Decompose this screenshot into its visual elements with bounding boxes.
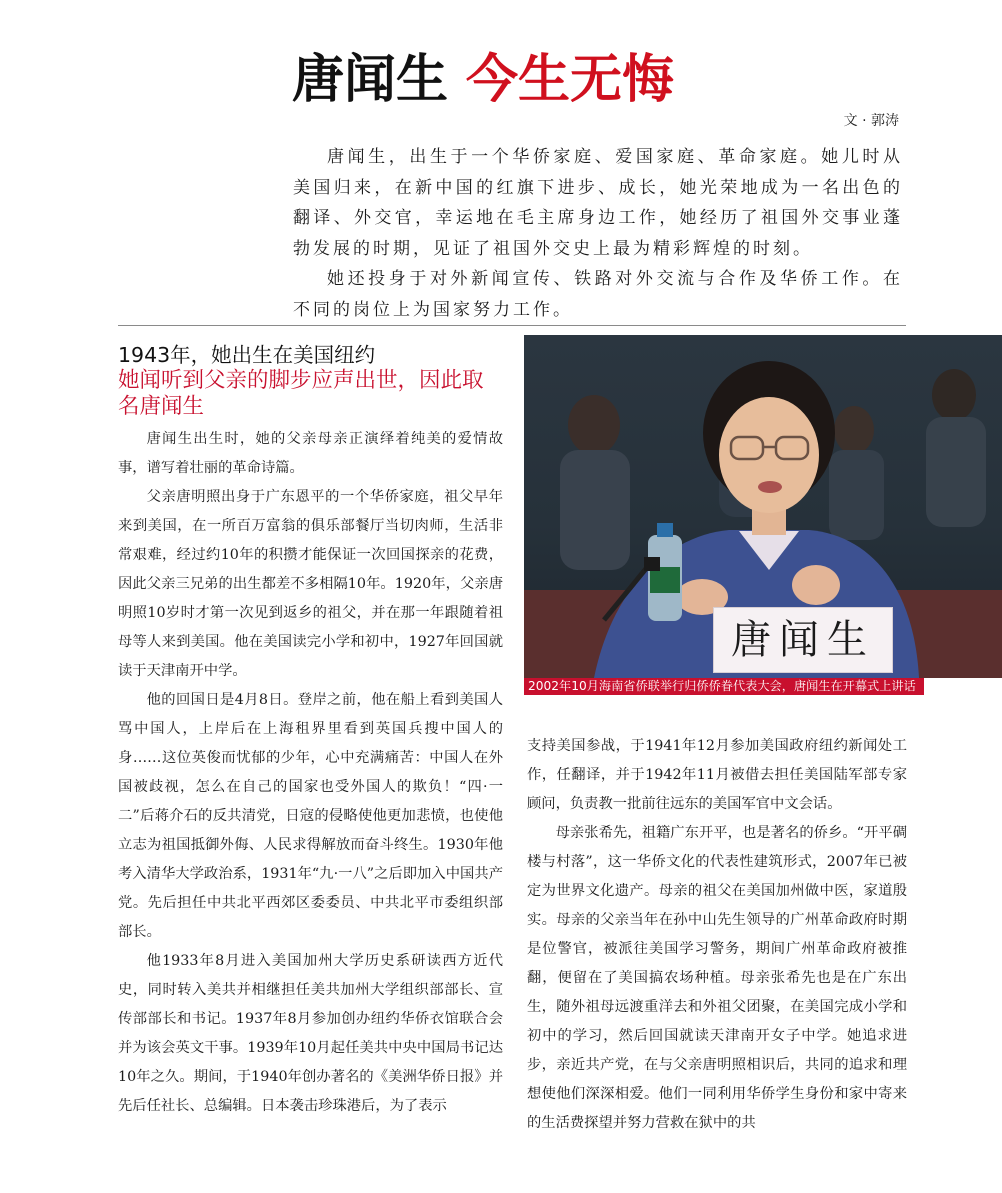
speaker-photo xyxy=(524,335,1002,678)
divider xyxy=(118,325,906,326)
body-paragraph: 他1933年8月进入美国加州大学历史系研读西方近代史，同时转入美共并相继担任美共加州大学组织部部长、宣传部部长和书记。1937年8月参加创办纽约华侨衣馆联合会并为该会英文干事。1939年10月起任美共中央中国局书记达10年之久。期间，于1940年创办著名的《美洲华侨日报》并先后任社长、总编辑。日本袭击珍珠港后，为了表示 xyxy=(118,953,503,1114)
left-column xyxy=(118,343,503,1121)
nameplate: 唐闻生 xyxy=(713,607,893,673)
left-body xyxy=(118,425,503,1121)
byline: 文 · 郭涛 xyxy=(843,113,899,129)
title-slogan: 今生无悔 xyxy=(466,50,675,110)
right-column xyxy=(527,732,907,1138)
intro-block xyxy=(293,142,903,325)
article-title xyxy=(292,44,792,116)
body-paragraph: 支持美国参战，于1941年12月参加美国政府纽约新闻处工作，任翻译，并于1942年11月被借去担任美国陆军部专家顾问，负责教一批前往远东的美国军官中文会话。 xyxy=(527,738,907,812)
body-paragraph: 他的回国日是4月8日。登岸之前，他在船上看到美国人骂中国人，上岸后在上海租界里看到英国兵搜中国人的身……这位英俊而忧郁的少年，心中充满痛苦：中国人在外国被歧视，怎么在自己的国家也受外国人的欺负！“四·一二”后蒋介石的反共清党，日寇的侵略使他更加悲愤，也使他立志为祖国抵御外侮、人民求得解放而奋斗终生。1930年他考入清华大学政治系，1931年“九·一八”之后即加入中国共产党。先后担任中共北平西郊区委委员、中共北平市委组织部部长。 xyxy=(118,692,503,940)
photo-caption: 2002年10月海南省侨联举行归侨侨眷代表大会，唐闻生在开幕式上讲话 xyxy=(524,678,924,695)
body-paragraph: 父亲唐明照出身于广东恩平的一个华侨家庭，祖父早年来到美国，在一所百万富翁的俱乐部餐厅当切肉师，生活非常艰难，经过约10年的积攒才能保证一次回国探亲的花费，因此父亲三兄弟的出生都差不多相隔10年。1920年，父亲唐明照10岁时才第一次见到返乡的祖父，并在那一年跟随着祖母等人来到美国。他在美国读完小学和初中，1927年回国就读于天津南开中学。 xyxy=(118,489,503,679)
intro-paragraph: 她还投身于对外新闻宣传、铁路对外交流与合作及华侨工作。在不同的岗位上为国家努力工作。 xyxy=(293,269,903,320)
section-heading: 1943年，她出生在美国纽约 xyxy=(118,343,376,367)
body-paragraph: 母亲张希先，祖籍广东开平，也是著名的侨乡。“开平碉楼与村落”，这一华侨文化的代表性建筑形式，2007年已被定为世界文化遗产。母亲的祖父在美国加州做中医，家道殷实。母亲的父亲当年在孙中山先生领导的广州革命政府时期是位警官，被派往美国学习警务，期间广州革命政府被推翻，便留在了美国搞农场种植。母亲张希先也是在广东出生，随外祖母远渡重洋去和外祖父团聚，在美国完成小学和初中的学习，然后回国就读天津南开女子中学。她追求进步，亲近共产党，在与父亲唐明照相识后，共同的追求和理想使他们深深相爱。他们一同利用华侨学生身份和家中寄来的生活费探望并努力营救在狱中的共 xyxy=(527,825,907,1131)
intro-paragraph: 唐闻生，出生于一个华侨家庭、爱国家庭、革命家庭。她儿时从美国归来，在新中国的红旗下进步、成长，她光荣地成为一名出色的翻译、外交官，幸运地在毛主席身边工作，她经历了祖国外交事业蓬勃发展的时期，见证了祖国外交史上最为精彩辉煌的时刻。 xyxy=(293,147,903,259)
title-name: 唐闻生 xyxy=(292,50,449,110)
section-subheading: 她闻听到父亲的脚步应声出世，因此取名唐闻生 xyxy=(118,368,484,419)
body-paragraph: 唐闻生出生时，她的父亲母亲正演绎着纯美的爱情故事，谱写着壮丽的革命诗篇。 xyxy=(118,431,503,476)
